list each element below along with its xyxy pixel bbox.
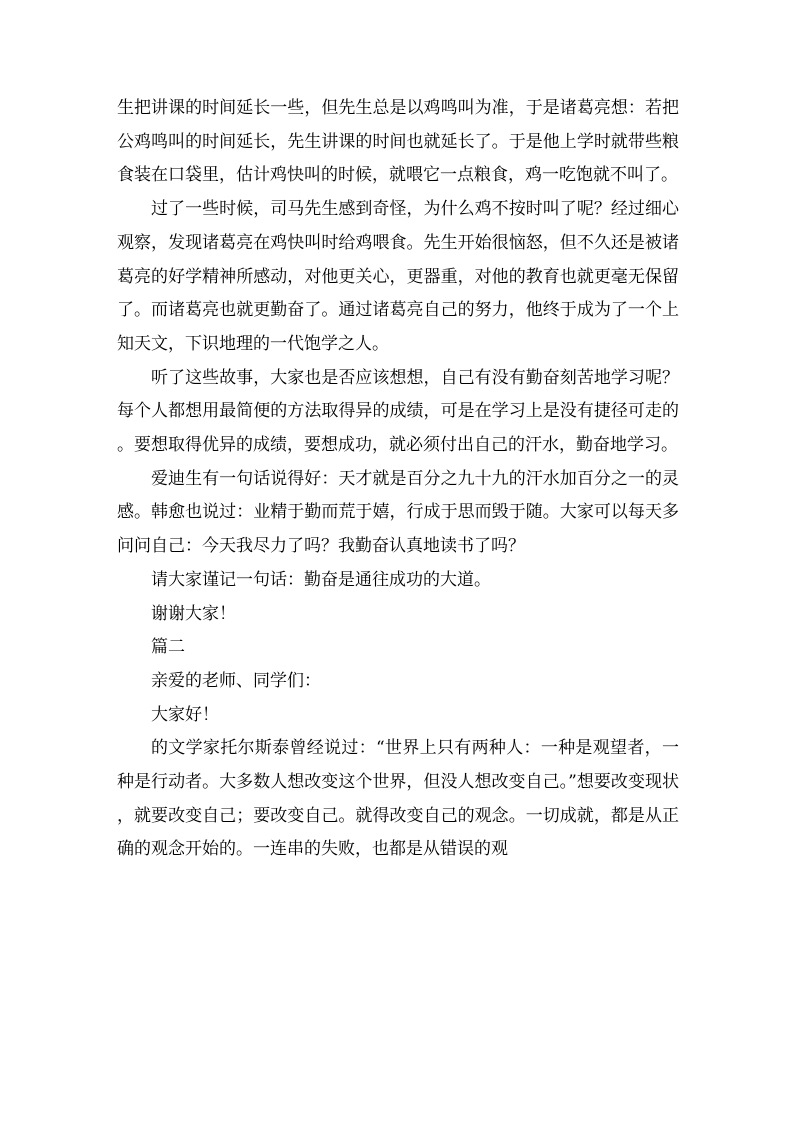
paragraph-4: 爱迪生有一句话说得好：天才就是百分之九十九的汗水加百分之一的灵感。韩愈也说过：业精于勤而荒于嬉，行成于思而毁于随。大家可以每天多问问自己：今天我尽力了吗？我勤奋认真地读书了吗？	[117, 468, 679, 557]
paragraph-1: 生把讲课的时间延长一些，但先生总是以鸡鸣叫为准，于是诸葛亮想：若把公鸡鸣叫的时间延长，先生讲课的时间也就延长了。于是他上学时就带些粮食装在口袋里，估计鸡快叫的时候，就喂它一点粮食，鸡一吃饱就不叫了。	[117, 98, 679, 186]
paragraph-10: 的文学家托尔斯泰曾经说过：“世界上只有两种人：一种是观望者，一种是行动者。大多数人想改变这个世界，但没人想改变自己。”想要改变现状，就要改变自己；要改变自己。就得改变自己的观念。一切成就，都是从正确的观念开始的。一连串的失败，也都是从错误的观	[117, 738, 679, 860]
salutation: 亲爱的老师、同学们：	[151, 670, 321, 691]
document-body	[117, 92, 679, 867]
paragraph-5: 请大家谨记一句话：勤奋是通往成功的大道。	[151, 569, 491, 590]
section-heading: 篇二	[151, 637, 185, 658]
closing-thanks: 谢谢大家！	[151, 603, 236, 624]
greeting: 大家好！	[151, 704, 219, 725]
paragraph-3: 听了这些故事，大家也是否应该想想，自己有没有勤奋刻苦地学习呢？每个人都想用最简便的方法取得异的成绩，可是在学习上是没有捷径可走的。要想取得优异的成绩，要想成功，就必须付出自己的汗水，勤奋地学习。	[117, 367, 679, 456]
paragraph-2: 过了一些时候，司马先生感到奇怪，为什么鸡不按时叫了呢？经过细心观察，发现诸葛亮在鸡快叫时给鸡喂食。先生开始很恼怒，但不久还是被诸葛亮的好学精神所感动，对他更关心，更器重，对他的教育也就更毫无保留了。而诸葛亮也就更勤奋了。通过诸葛亮自己的努力，他终于成为了一个上知天文，下识地理的一代饱学之人。	[117, 199, 679, 354]
